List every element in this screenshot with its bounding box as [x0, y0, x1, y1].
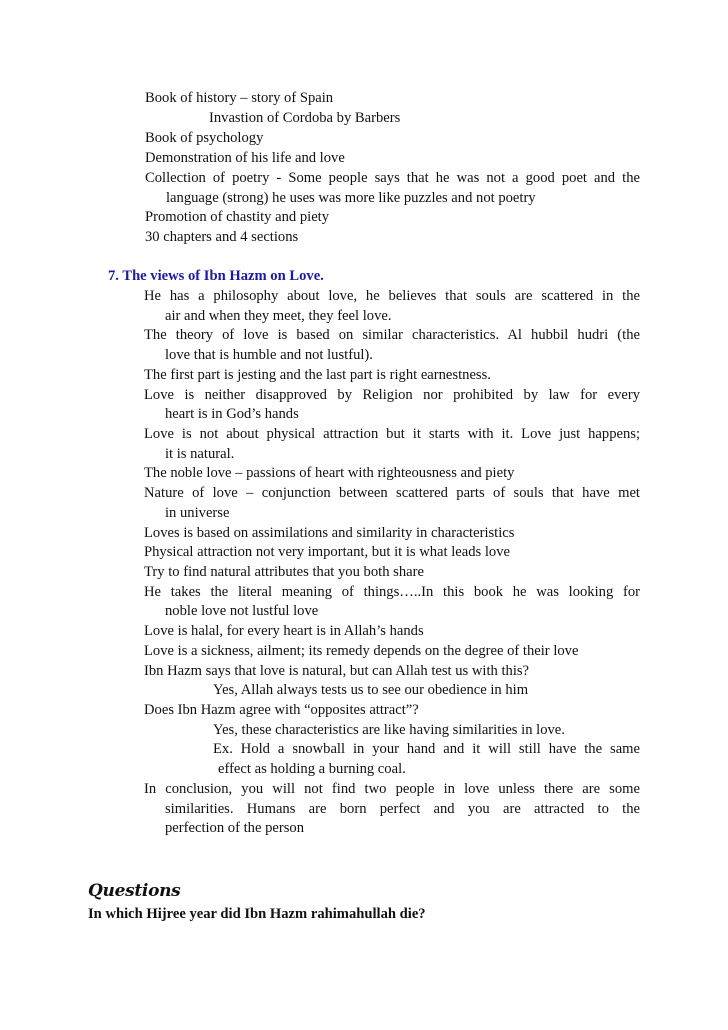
answer-line: Yes, Allah always tests us to see our obedience in him — [213, 682, 529, 698]
answer-line: effect as holding a burning coal. — [218, 761, 406, 777]
body-line: The noble love – passions of heart with righteousness and piety — [144, 465, 515, 481]
book-item: Collection of poetry - Some people says that he was not a good poet and the — [145, 170, 640, 186]
body-line: Physical attraction not very important, but it is what leads love — [144, 544, 510, 560]
body-line: The theory of love is based on similar characteristics. Al hubbil hudri (the — [144, 327, 640, 343]
questions-title: Questions — [88, 881, 181, 901]
body-line: it is natural. — [165, 446, 235, 462]
body-line: Love is halal, for every heart is in Allah’s hands — [144, 623, 424, 639]
body-line: love that is humble and not lustful). — [165, 347, 373, 363]
section-heading: 7. The views of Ibn Hazm on Love. — [108, 268, 324, 284]
book-subitem: Invastion of Cordoba by Barbers — [209, 110, 401, 126]
book-item: 30 chapters and 4 sections — [145, 229, 299, 245]
body-line: heart is in God’s hands — [165, 406, 299, 422]
book-item-continuation: language (strong) he uses was more like puzzles and not poetry — [166, 190, 536, 206]
book-item: Book of history – story of Spain — [145, 90, 334, 106]
body-line: He takes the literal meaning of things…..In this book he was looking for — [144, 584, 640, 600]
book-item: Demonstration of his life and love — [145, 150, 345, 166]
body-line: noble love not lustful love — [165, 603, 319, 619]
body-line: Love is not about physical attraction but it starts with it. Love just happens; — [144, 426, 640, 442]
body-line: The first part is jesting and the last part is right earnestness. — [144, 367, 491, 383]
body-line: Try to find natural attributes that you both share — [144, 564, 424, 580]
body-line: He has a philosophy about love, he believes that souls are scattered in the — [144, 288, 640, 304]
answer-line: Yes, these characteristics are like having similarities in love. — [213, 722, 565, 738]
body-line: Love is neither disapproved by Religion nor prohibited by law for every — [144, 387, 640, 403]
book-item: Book of psychology — [145, 130, 264, 146]
body-line: similarities. Humans are born perfect and you are attracted to the — [165, 801, 640, 817]
body-line: in universe — [165, 505, 230, 521]
question-text: In which Hijree year did Ibn Hazm rahimahullah die? — [88, 906, 426, 922]
body-line: perfection of the person — [165, 820, 304, 836]
answer-line: Ex. Hold a snowball in your hand and it will still have the same — [213, 741, 640, 757]
body-line: air and when they meet, they feel love. — [165, 308, 392, 324]
body-line: Ibn Hazm says that love is natural, but can Allah test us with this? — [144, 663, 530, 679]
body-line: Love is a sickness, ailment; its remedy depends on the degree of their love — [144, 643, 579, 659]
body-line: In conclusion, you will not find two people in love unless there are some — [144, 781, 640, 797]
body-line: Loves is based on assimilations and similarity in characteristics — [144, 525, 515, 541]
body-line: Does Ibn Hazm agree with “opposites attract”? — [144, 702, 419, 718]
book-item: Promotion of chastity and piety — [145, 209, 330, 225]
body-line: Nature of love – conjunction between scattered parts of souls that have met — [144, 485, 640, 501]
